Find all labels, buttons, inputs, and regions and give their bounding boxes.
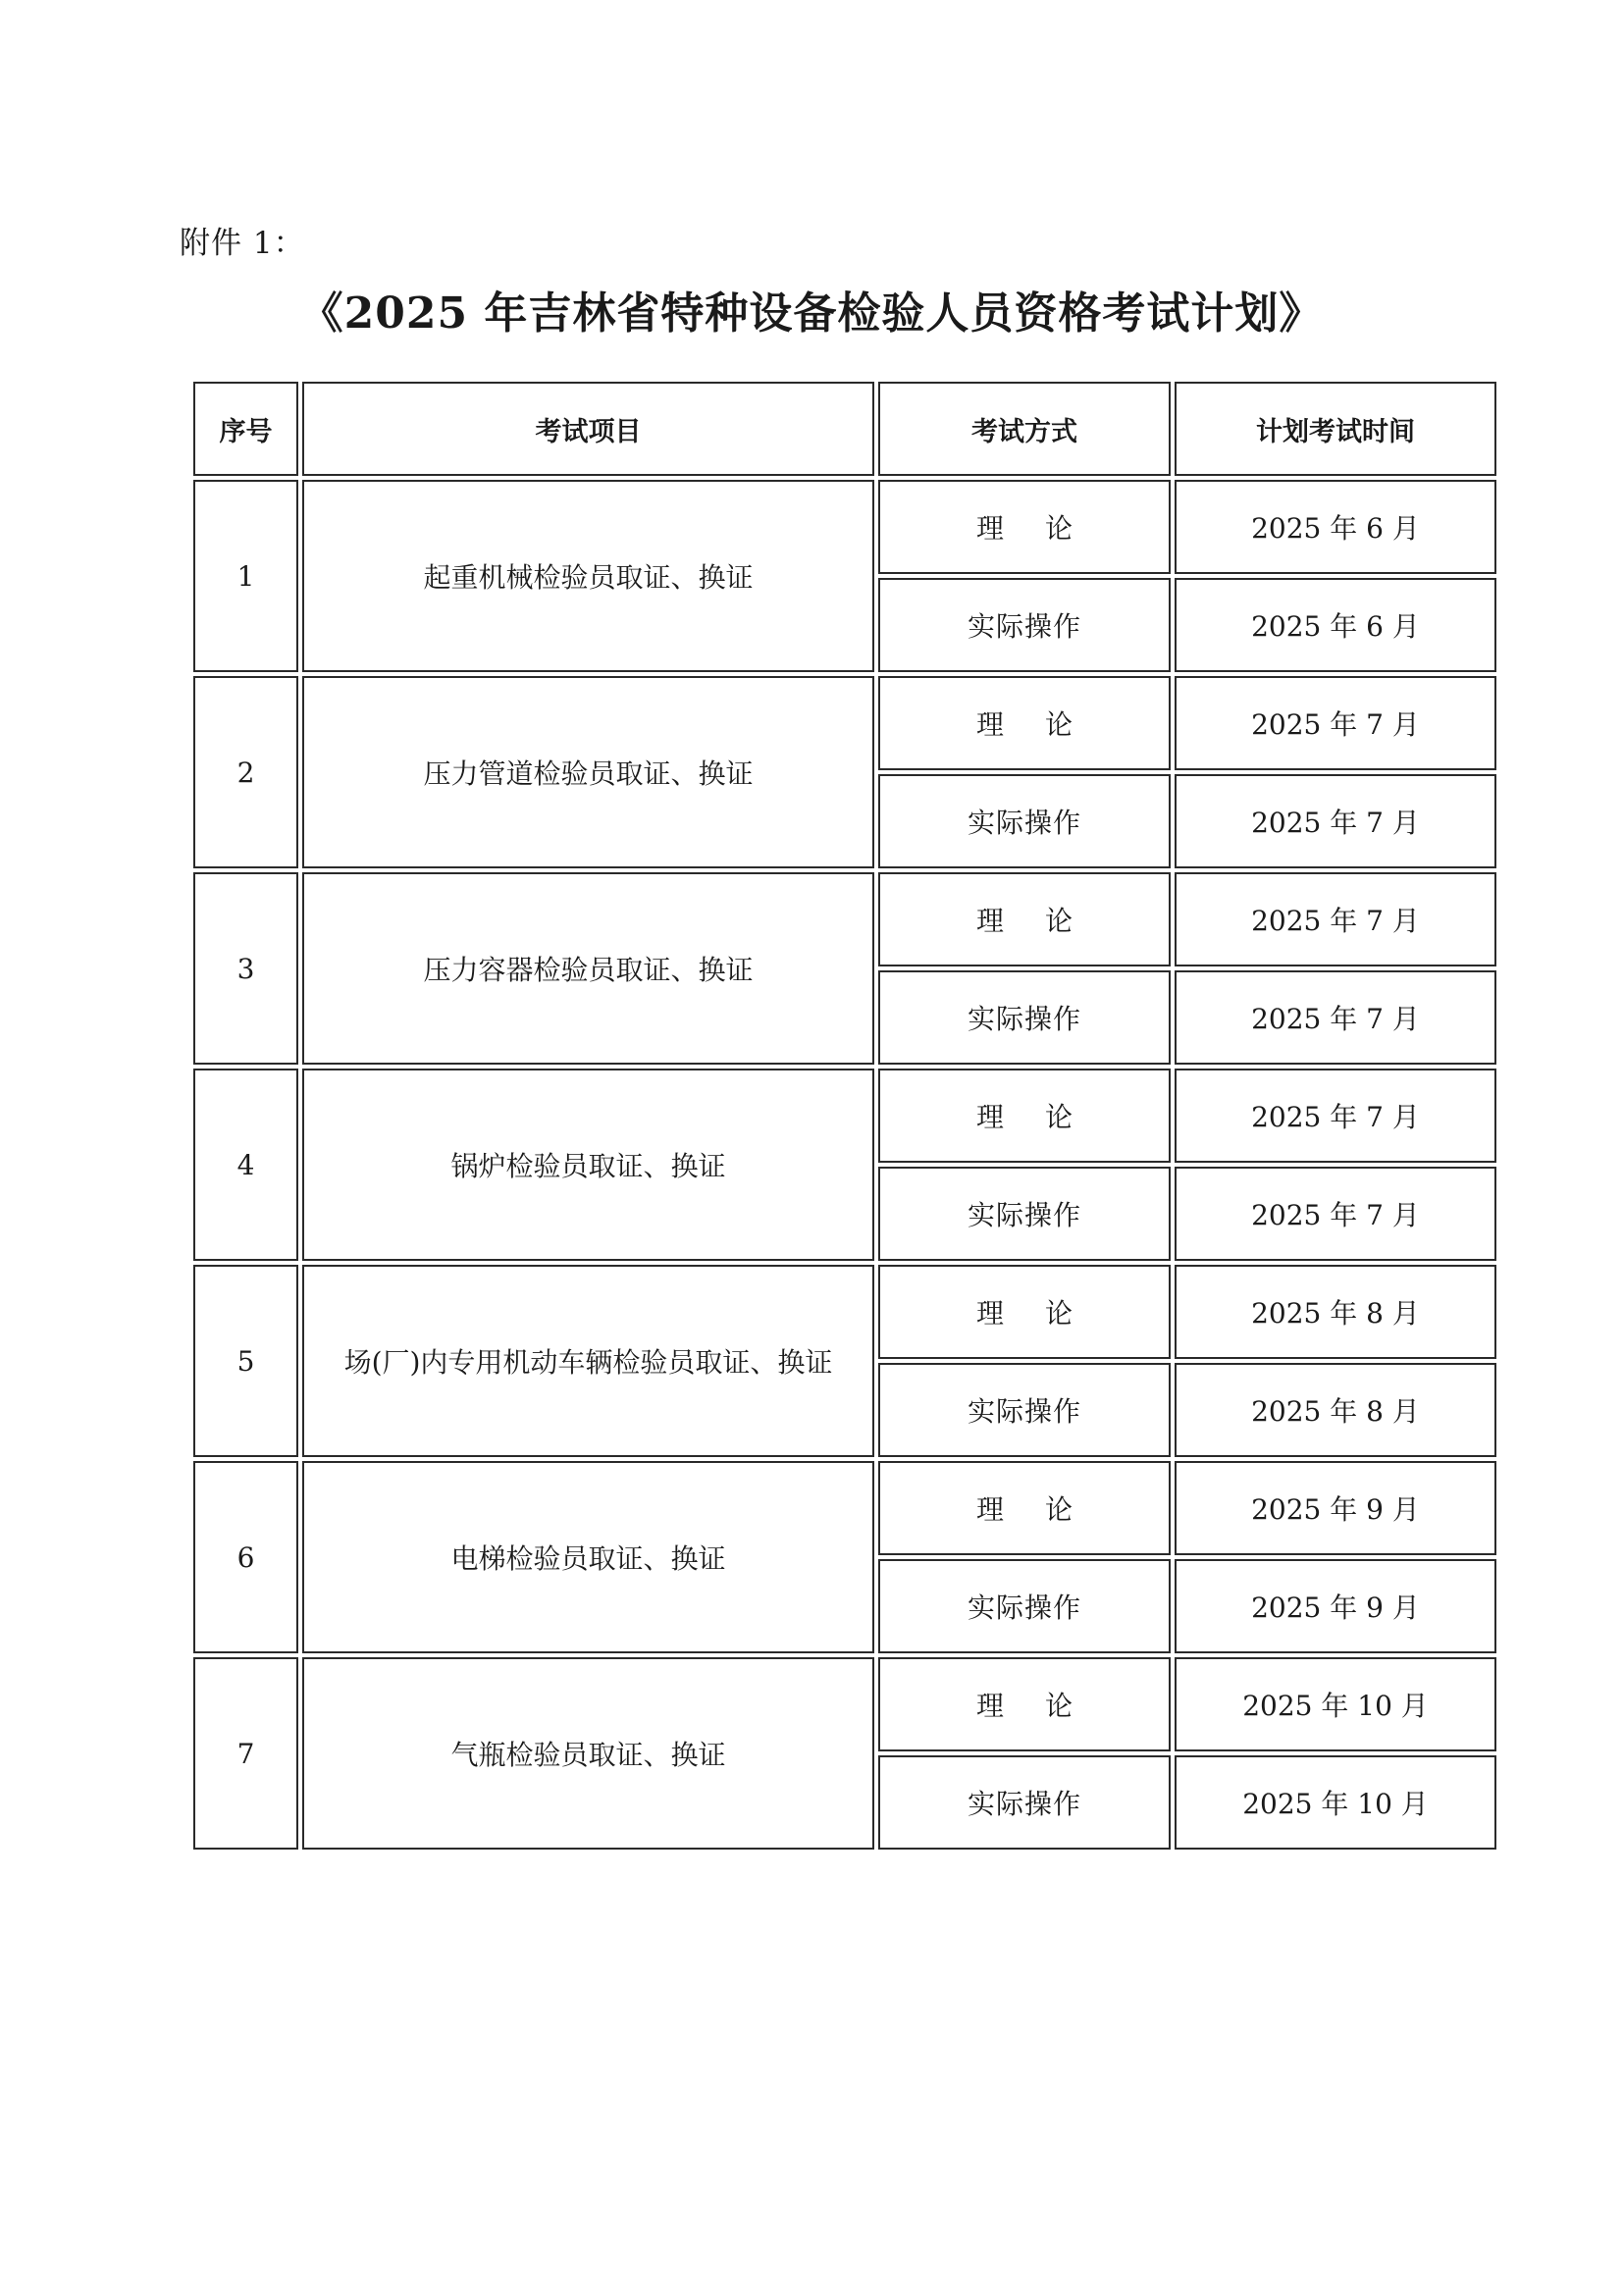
table-row — [193, 1461, 1496, 1555]
row-method-practice: 实际操作 — [878, 970, 1171, 1065]
row-method-theory: 理论 — [878, 480, 1171, 574]
row-time-theory: 2025 年 7 月 — [1175, 676, 1496, 770]
row-item: 电梯检验员取证、换证 — [302, 1461, 874, 1653]
table-row — [193, 1069, 1496, 1163]
row-method-theory: 理论 — [878, 676, 1171, 770]
row-no: 1 — [193, 480, 298, 672]
header-no: 序号 — [193, 382, 298, 476]
row-time-theory: 2025 年 9 月 — [1175, 1461, 1496, 1555]
row-time-practice: 2025 年 7 月 — [1175, 970, 1496, 1065]
row-no: 2 — [193, 676, 298, 868]
row-item: 压力管道检验员取证、换证 — [302, 676, 874, 868]
row-time-theory: 2025 年 6 月 — [1175, 480, 1496, 574]
table-row — [193, 1657, 1496, 1751]
document-title: 《2025 年吉林省特种设备检验人员资格考试计划》 — [299, 288, 1324, 339]
row-item: 气瓶检验员取证、换证 — [302, 1657, 874, 1850]
row-method-practice: 实际操作 — [878, 774, 1171, 868]
table-header-row — [193, 382, 1496, 476]
header-method: 考试方式 — [878, 382, 1171, 476]
row-time-practice: 2025 年 7 月 — [1175, 774, 1496, 868]
row-no: 6 — [193, 1461, 298, 1653]
row-item: 起重机械检验员取证、换证 — [302, 480, 874, 672]
row-no: 7 — [193, 1657, 298, 1850]
row-time-practice: 2025 年 6 月 — [1175, 578, 1496, 672]
header-item: 考试项目 — [302, 382, 874, 476]
header-time: 计划考试时间 — [1175, 382, 1496, 476]
row-no: 4 — [193, 1069, 298, 1261]
exam-plan-table — [189, 378, 1500, 1853]
row-item: 场(厂)内专用机动车辆检验员取证、换证 — [302, 1265, 874, 1457]
row-method-theory: 理论 — [878, 872, 1171, 966]
row-time-theory: 2025 年 10 月 — [1175, 1657, 1496, 1751]
row-time-theory: 2025 年 7 月 — [1175, 1069, 1496, 1163]
table-row — [193, 872, 1496, 966]
row-item: 压力容器检验员取证、换证 — [302, 872, 874, 1065]
row-time-theory: 2025 年 7 月 — [1175, 872, 1496, 966]
table-row — [193, 676, 1496, 770]
annex-label: 附件 1： — [180, 226, 305, 261]
row-time-practice: 2025 年 7 月 — [1175, 1167, 1496, 1261]
row-time-practice: 2025 年 9 月 — [1175, 1559, 1496, 1653]
row-method-practice: 实际操作 — [878, 578, 1171, 672]
row-time-practice: 2025 年 8 月 — [1175, 1363, 1496, 1457]
row-method-theory: 理论 — [878, 1657, 1171, 1751]
row-no: 3 — [193, 872, 298, 1065]
row-method-theory: 理论 — [878, 1069, 1171, 1163]
row-no: 5 — [193, 1265, 298, 1457]
row-method-practice: 实际操作 — [878, 1755, 1171, 1850]
row-time-practice: 2025 年 10 月 — [1175, 1755, 1496, 1850]
table-row — [193, 480, 1496, 574]
row-method-theory: 理论 — [878, 1461, 1171, 1555]
row-time-theory: 2025 年 8 月 — [1175, 1265, 1496, 1359]
row-item: 锅炉检验员取证、换证 — [302, 1069, 874, 1261]
table-row — [193, 1265, 1496, 1359]
row-method-theory: 理论 — [878, 1265, 1171, 1359]
row-method-practice: 实际操作 — [878, 1559, 1171, 1653]
row-method-practice: 实际操作 — [878, 1363, 1171, 1457]
row-method-practice: 实际操作 — [878, 1167, 1171, 1261]
